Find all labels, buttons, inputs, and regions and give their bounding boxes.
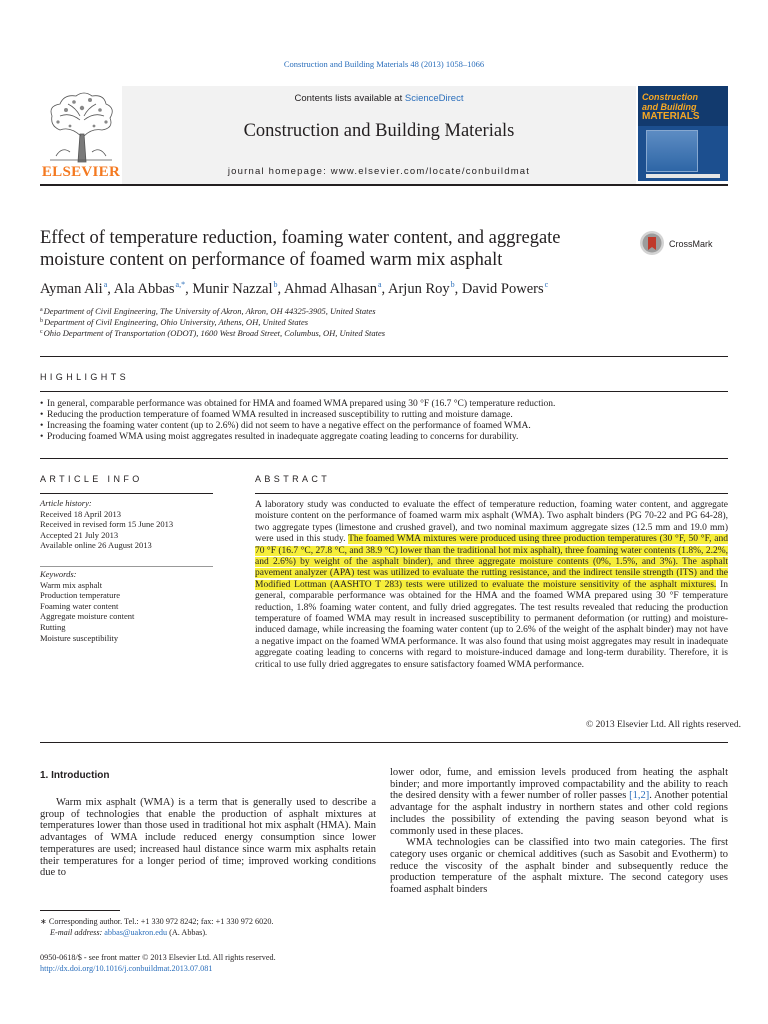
author-list [40, 280, 728, 298]
issn-line: 0950-0618/$ - see front matter © 2013 Elsevier Ltd. All rights reserved. [40, 953, 276, 962]
abstract-end-rule [40, 742, 728, 743]
contents-prefix: Contents lists available at [294, 93, 405, 104]
keyword-item: Aggregate moisture content [40, 611, 135, 622]
abstract-text [255, 500, 728, 671]
author-name: Ayman Ali [40, 281, 103, 297]
article-history [40, 498, 213, 551]
history-item: Received in revised form 15 June 2013 [40, 519, 174, 530]
author-affiliation-mark[interactable]: a [103, 280, 108, 289]
highlight-item: • Reducing the production temperature of foamed WMA resulted in increased susceptibility to rutting and moisture damage. [40, 410, 728, 421]
highlights-list [40, 399, 728, 443]
article-info-rule [40, 493, 213, 494]
author-affiliation-mark[interactable]: a,* [175, 280, 186, 289]
author-affiliation-mark[interactable]: c [544, 280, 549, 289]
header-rule [40, 184, 728, 186]
highlights-rule [40, 391, 728, 392]
keyword-item: Rutting [40, 621, 66, 632]
author-name: Munir Nazzal [192, 281, 273, 297]
keywords-block [40, 569, 213, 643]
keywords-rule [40, 566, 213, 567]
article-history-label: Article history: [40, 498, 92, 508]
affiliation-mark: b [40, 318, 43, 324]
abstract-highlighted-text: The foamed WMA mixtures were produced using three production temperatures (30 °F, 50 °F, and 70 °F (16.7 °C, 27.8 °C, and 38.9 °C) lower than the traditional hot mix asphalt), three foaming water contents (1.8%, 2.2%, and 2.6%) by weight of the asphalt binder), and three aggregate moisture contents (0%, 1.5%, and 3%). The asphalt pavement analyzer (APA) test was utilized to evaluate the rutting resistance, and the indirect tensile strength (ITS) and the Modified Lottman (AASHTO T 283) tests were utilized to evaluate the moisture sensitivity of the asphalt mixtures. [255, 534, 728, 590]
highlights-heading: HIGHLIGHTS [40, 372, 130, 382]
intro-text: lower odor, fume, and emission levels produced from heating the asphalt binder; and more importantly improved compactability and the ability to reach the desired density with a fewer number of roller passes [390, 767, 728, 802]
affiliation-mark: c [40, 329, 43, 335]
intro-paragraph: WMA technologies can be classified into two main categories. The first category uses organic or chemical additives (such as Sasobit and Evotherm) to reduce the viscosity of the asphalt binder and subsequently reduce the production temperature of the asphalt mixture. The second category uses foamed asphalt binders [390, 837, 728, 896]
article-title [40, 227, 640, 271]
sciencedirect-link[interactable]: ScienceDirect [404, 93, 464, 104]
affiliation-mark: a [40, 307, 43, 313]
highlight-item: • Producing foamed WMA using moist aggregates resulted in inadequate aggregate coating leading to concerns for durability. [40, 432, 728, 443]
cover-strip [646, 174, 720, 178]
email-label: E-mail address: [50, 928, 105, 937]
article-info-heading: ARTICLE INFO [40, 474, 143, 484]
author-name: Arjun Roy [387, 281, 450, 297]
cover-title [642, 92, 726, 122]
crossmark-label[interactable]: CrossMark [669, 239, 713, 249]
contents-line [122, 93, 636, 104]
intro-paragraph [390, 767, 728, 837]
author-name: Ala Abbas [113, 281, 175, 297]
abstract-text-part: In general, comparable performance was obtained for the HMA and the foamed WMA prepared using 30 °F temperature reduction, 1.8% foaming water content, and fully dried aggregates. The test results revealed that reducing the production temperature of foamed WMA may result in increased susceptibility to permanent deformation (or rutting) and moisture-induced damage, while increasing the foaming water content (up to 2.6% of the weight of the asphalt binder) may not have a negative impact on the foamed WMA performance. It was also found that using moist aggregates may result in inadequate aggregate coating leading to concerns with regard to moisture-induced damage and long-term durability. Therefore, it is critical to use fully dried aggregates to ensure satisfactory foamed WMA performance. [255, 579, 728, 670]
cover-title-line2: and Building [642, 102, 697, 112]
footnote-rule [40, 910, 120, 911]
journal-title: Construction and Building Materials [243, 121, 515, 141]
affiliation-rule [40, 356, 728, 357]
abstract-rule [255, 493, 728, 494]
doi-text[interactable]: http://dx.doi.org/10.1016/j.conbuildmat.2013.07.081 [40, 964, 213, 973]
affiliation-b [40, 317, 308, 327]
intro-left-column [40, 797, 376, 879]
cover-photo [646, 130, 698, 172]
intro-right-column [390, 767, 728, 896]
keyword-item: Warm mix asphalt [40, 579, 103, 590]
history-item: Accepted 21 July 2013 [40, 529, 119, 540]
journal-citation[interactable]: Construction and Building Materials 48 (2013) 1058–1066 [283, 59, 485, 69]
affiliation-text: Department of Civil Engineering, Ohio University, Athens, OH, United States [44, 317, 309, 327]
author-separator: , [454, 281, 462, 297]
history-item: Available online 26 August 2013 [40, 540, 152, 551]
article-title-line1: Effect of temperature reduction, foaming water content, and aggregate [40, 228, 561, 248]
journal-homepage[interactable]: journal homepage: www.elsevier.com/locate/conbuildmat [227, 166, 531, 177]
footnote-corresponding: ∗ Corresponding author. Tel.: +1 330 972 8242; fax: +1 330 972 6020. [40, 917, 274, 926]
intro-text: . Another potential advantage for the asphalt industry in northern states and other cold regions includes the possibility of extending the paving season beyond what is commonly used in these places. [390, 790, 728, 837]
keyword-item: Foaming water content [40, 600, 119, 611]
email-suffix: (A. Abbas). [167, 928, 208, 937]
keywords-label: Keywords: [40, 569, 77, 579]
author-name: David Powers [461, 281, 544, 297]
affiliation-text: Ohio Department of Transportation (ODOT), 1600 West Broad Street, Columbus, OH, United States [43, 328, 386, 338]
section-heading-introduction: 1. Introduction [40, 770, 110, 781]
author-affiliation-mark[interactable]: a [377, 280, 382, 289]
author-separator: , [107, 281, 114, 297]
abstract-copyright: © 2013 Elsevier Ltd. All rights reserved. [586, 720, 741, 730]
author-separator: , [381, 281, 388, 297]
keyword-item: Production temperature [40, 590, 121, 601]
highlight-item: • In general, comparable performance was obtained for HMA and foamed WMA prepared using 30 °F (16.7 °C) temperature reduction. [40, 399, 728, 410]
footnote-email-line [40, 928, 376, 939]
reference-link[interactable]: [1,2] [629, 790, 650, 802]
article-title-line2: moisture content on performance of foamed warm mix asphalt [40, 250, 503, 270]
abstract-heading: ABSTRACT [255, 474, 331, 484]
affiliation-text: Department of Civil Engineering, The University of Akron, Akron, OH 44325-3905, United States [43, 306, 376, 316]
author-separator: , [185, 281, 193, 297]
journal-cover-image[interactable] [638, 86, 728, 181]
affiliation-a [40, 306, 376, 316]
affiliation-c [40, 328, 385, 338]
keyword-item: Moisture susceptibility [40, 632, 119, 643]
abstract-text-part: A laboratory study was conducted to evaluate the effect of temperature reduction, foaming water content, and aggregate moisture content on the performance of foamed warm mix asphalt (WMA). Two asphalt binders (PG 70-22 and PG 64-28), two aggregate types (limestone and crushed gravel), and two nominal maximum aggregate sizes (12.5 mm and 19.0 mm) were used in this study. [255, 500, 728, 545]
author-name: Ahmad Alhasan [283, 281, 377, 297]
elsevier-wordmark: ELSEVIER [41, 164, 121, 180]
doi-link[interactable] [40, 964, 212, 975]
cover-title-line3: MATERIALS [642, 111, 700, 122]
cover-title-line1: Construction [642, 92, 698, 102]
highlights-end-rule [40, 458, 728, 459]
highlight-item: • Increasing the foaming water content (up to 2.6%) did not seem to have a negative effect on the performance of foamed WMA. [40, 421, 728, 432]
email-link[interactable]: abbas@uakron.edu [104, 928, 168, 937]
author-affiliation-mark[interactable]: b [450, 280, 455, 289]
author-affiliation-mark[interactable]: b [273, 280, 278, 289]
intro-paragraph: Warm mix asphalt (WMA) is a term that is generally used to describe a group of technologies that enable the production of asphalt mixtures at temperatures lower than those used in traditional hot mix asphalt (HMA). Main advantages of WMA include reduced energy consumption since lower temperatures are used; increased haul distance since warm mix asphalts retain their temperatures for a longer period of time; improved working conditions due to [40, 797, 376, 879]
history-item: Received 18 April 2013 [40, 508, 121, 519]
author-separator: , [277, 281, 284, 297]
